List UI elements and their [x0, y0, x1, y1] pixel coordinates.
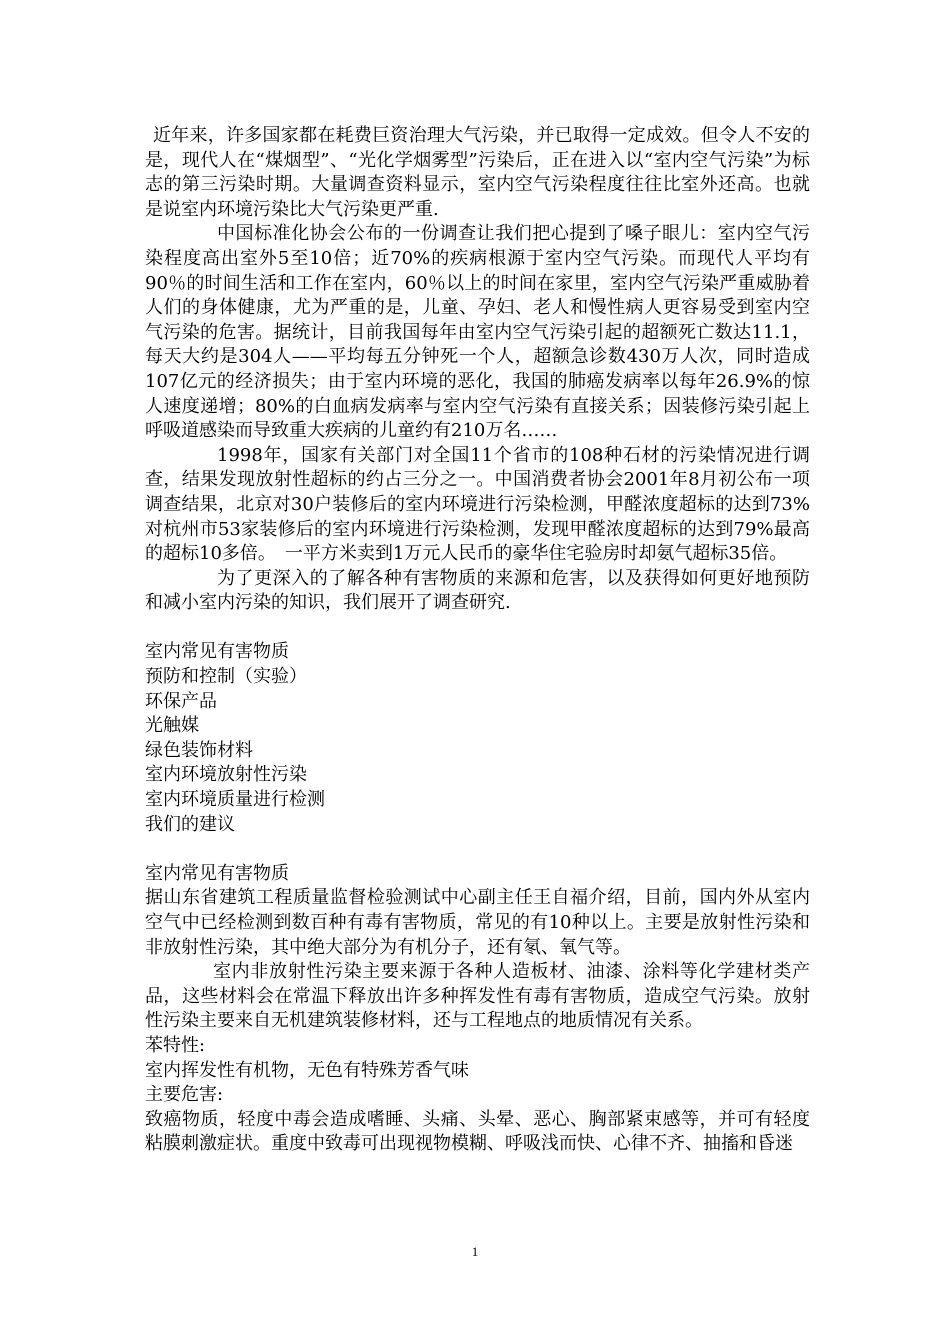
section-heading: 室内常见有害物质: [145, 862, 289, 884]
toc-item: 绿色装饰材料: [145, 739, 253, 761]
intro-paragraph: 近年来，许多国家都在耗费巨资治理大气污染，并已取得一定成效。但令人不安的是，现代人在“煤烟型”、“光化学烟雾型”污染后，正在进入以“室内空气污染”为标志的第三污染时期。大量调查资料显示，室内空气污染程度往往比室外还高。也就是说室内环境污染比大气污染更严重.: [145, 125, 810, 220]
toc-item: 室内环境质量进行检测: [145, 789, 325, 811]
page-number: 1: [471, 1244, 479, 1259]
toc-item: 室内常见有害物质: [145, 641, 289, 663]
section-common-pollutants: [145, 862, 810, 1157]
spacer: [145, 837, 810, 862]
stone-survey-paragraph: 1998年，国家有关部门对全国11个省市的108种石材的污染情况进行调查，结果发现放射性超标的约占三分之一。中国消费者协会2001年8月初公布一项调查结果，北京对30户装修后的室内环境进行污染检测，甲醛浓度超标的达到73%对杭州市53家装修后的室内环境进行污染检测，发现甲醛浓度超标的达到79%最高的超标10多倍。 一平方米卖到1万元人民币的豪华住宅验房时却氨气超标35倍。: [145, 444, 810, 565]
toc-item: 室内环境放射性污染: [145, 764, 307, 786]
spacer: [145, 616, 810, 641]
toc-item: 我们的建议: [145, 813, 235, 835]
toc-item: 光触媒: [145, 715, 199, 737]
table-of-contents: [145, 640, 810, 837]
harm-label: 主要危害:: [145, 1084, 224, 1106]
toc-item: 环保产品: [145, 690, 217, 712]
purpose-paragraph: 为了更深入的了解各种有害物质的来源和危害，以及获得如何更好地预防和减小室内污染的知识，我们展开了调查研究.: [145, 567, 810, 614]
benzene-label: 苯特性:: [145, 1034, 206, 1056]
harm-text: 致癌物质，轻度中毒会造成嗜睡、头痛、头晕、恶心、胸部紧束感等，并可有轻度粘膜刺激症状。重度中致毒可出现视物模糊、呼吸浅而快、心律不齐、抽搐和昏迷: [145, 1108, 810, 1155]
survey-paragraph: 中国标准化协会公布的一份调查让我们把心提到了嗓子眼儿：室内空气污染程度高出室外5至10倍；近70%的疾病根源于室内空气污染。而现代人平均有90％的时间生活和工作在室内，60％以上的时间在家里，室内空气污染严重威胁着人们的身体健康，尤为严重的是，儿童、孕妇、老人和慢性病人更容易受到室内空气污染的危害。据统计，目前我国每年由室内空气污染引起的超额死亡数达11.1，每天大约是304人——平均每五分钟死一个人，超额急诊数430万人次，同时造成107亿元的经济损失；由于室内环境的恶化，我国的肺癌发病率以每年26.9%的惊人速度递增；80%的白血病发病率与室内空气污染有直接关系；因装修污染引起上呼吸道感染而导致重大疾病的儿童约有210万名……: [145, 223, 810, 442]
toc-item: 预防和控制（实验）: [145, 666, 307, 688]
document-body: [145, 124, 810, 1157]
pollution-sources-paragraph: 室内非放射性污染主要来源于各种人造板材、油漆、涂料等化学建材类产品，这些材料会在常温下释放出许多种挥发性有毒有害物质，造成空气污染。放射性污染主要来自无机建筑装修材料，还与工程地点的地质情况有关系。: [145, 961, 810, 1032]
section-intro: 据山东省建筑工程质量监督检验测试中心副主任王自福介绍，目前，国内外从室内空气中已经检测到数百种有毒有害物质，常见的有10种以上。主要是放射性污染和非放射性污染，其中绝大部分为有机分子，还有氡、氧气等。: [145, 887, 810, 958]
benzene-property: 室内挥发性有机物，无色有特殊芳香气味: [145, 1059, 469, 1081]
